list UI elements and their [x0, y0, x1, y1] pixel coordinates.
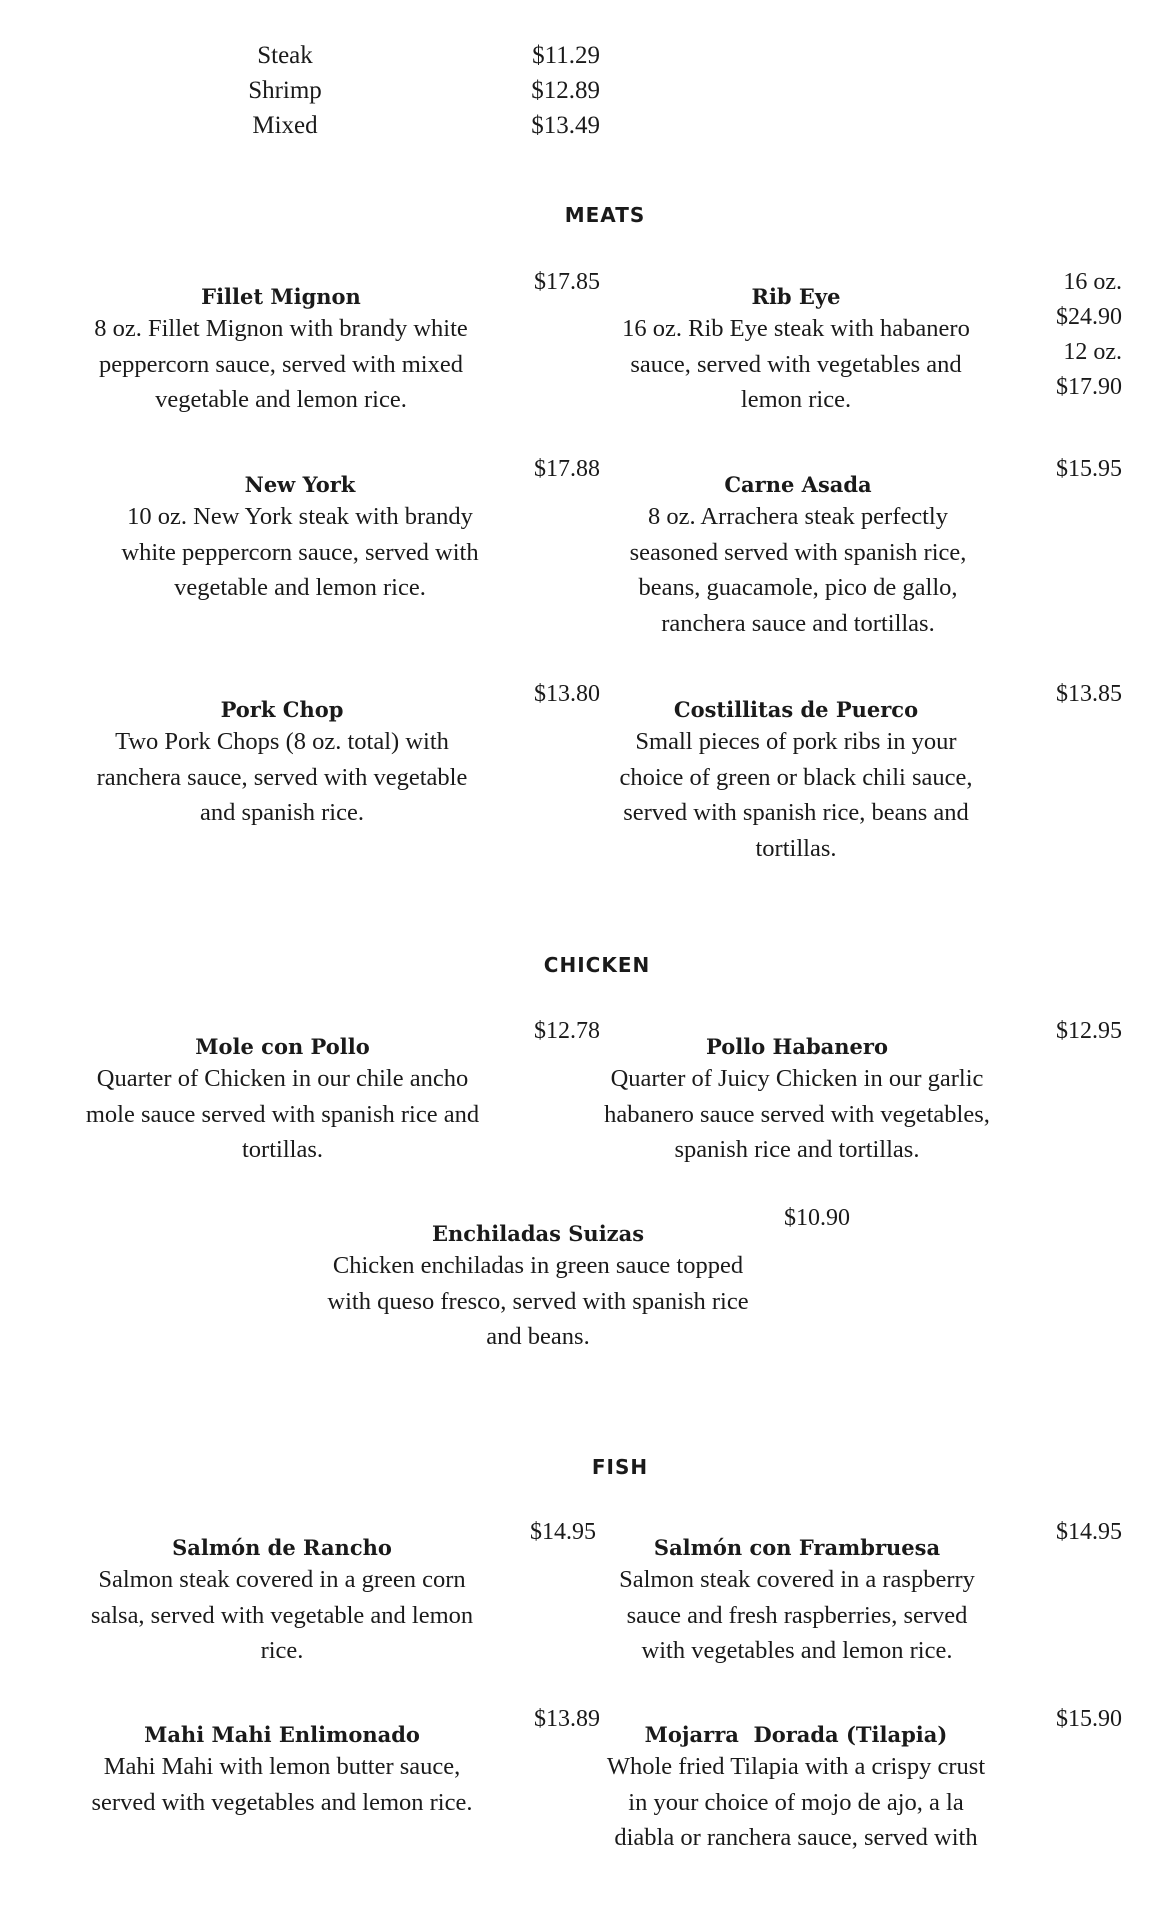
menu-item-enchiladas-suizas: [318, 1219, 758, 1355]
item-description: Two Pork Chops (8 oz. total) with ranchera sauce, served with vegetable and spanish rice.: [96, 728, 468, 826]
top-item-mixed-name: Mixed: [252, 112, 318, 139]
item-price: $13.80: [534, 681, 600, 707]
top-item-shrimp-name: Shrimp: [248, 77, 322, 104]
menu-item-pork-chop: [82, 695, 482, 831]
menu-item-mole-con-pollo: [80, 1032, 485, 1168]
item-description: 10 oz. New York steak with brandy white peppercorn sauce, served with vegetable and lemon rice.: [121, 503, 479, 601]
item-name: Pollo Habanero: [706, 1034, 888, 1059]
item-price: $17.85: [534, 269, 600, 295]
item-name: Enchiladas Suizas: [431, 1221, 645, 1246]
top-item-steak-name: Steak: [257, 42, 313, 69]
menu-item-rib-eye: [606, 282, 986, 418]
menu-item-mojarra-dorada: [600, 1720, 992, 1856]
menu-item-pollo-habanero: [602, 1032, 992, 1168]
rib-eye-price-16: $24.90: [1056, 304, 1122, 330]
item-price: $15.95: [1056, 456, 1122, 482]
item-description: Salmon steak covered in a raspberry sauce and fresh raspberries, served with vegetables and lemon rice.: [619, 1566, 975, 1664]
item-name: Fillet Mignon: [201, 284, 361, 309]
item-description: 8 oz. Fillet Mignon with brandy white peppercorn sauce, served with mixed vegetable and lemon rice.: [94, 315, 468, 413]
menu-item-new-york: [100, 470, 500, 606]
item-description: 8 oz. Arrachera steak perfectly seasoned served with spanish rice, beans, guacamole, pico de gallo, ranchera sauce and tortillas.: [629, 503, 967, 637]
top-item-shrimp-price: $12.89: [531, 77, 600, 104]
top-item-mixed-price: $13.49: [531, 112, 600, 139]
item-description: Salmon steak covered in a green corn salsa, served with vegetable and lemon rice.: [90, 1566, 474, 1664]
rib-eye-price-size-16: 16 oz.: [1063, 269, 1122, 295]
item-price: $14.95: [530, 1519, 596, 1545]
item-description: Whole fried Tilapia with a crispy crust in your choice of mojo de ajo, a la diabla or ranchera sauce, served with: [606, 1753, 986, 1851]
section-title-meats: MEATS: [564, 203, 646, 227]
top-item-steak-price: $11.29: [532, 42, 600, 69]
menu-item-costillitas-de-puerco: [606, 695, 986, 866]
rib-eye-price-12: $17.90: [1056, 374, 1122, 400]
menu-item-carne-asada: [608, 470, 988, 641]
item-name: Carne Asada: [724, 472, 872, 497]
menu-item-fillet-mignon: [82, 282, 480, 418]
item-name: Salmón de Rancho: [172, 1535, 392, 1560]
item-name: Salmón con Frambruesa: [653, 1535, 941, 1560]
item-description: 16 oz. Rib Eye steak with habanero sauce, served with vegetables and lemon rice.: [622, 315, 970, 413]
item-description: Quarter of Chicken in our chile ancho mole sauce served with spanish rice and tortillas.: [85, 1065, 480, 1163]
item-description: Mahi Mahi with lemon butter sauce, served with vegetables and lemon rice.: [91, 1753, 473, 1816]
section-title-fish: FISH: [591, 1455, 649, 1479]
item-price: $12.78: [534, 1018, 600, 1044]
item-price: $14.95: [1056, 1519, 1122, 1545]
menu-item-salmon-de-rancho: [82, 1533, 482, 1669]
item-price: $15.90: [1056, 1706, 1122, 1732]
item-description: Small pieces of pork ribs in your choice of green or black chili sauce, served with spanish rice, beans and tortillas.: [619, 728, 973, 862]
item-price: $13.89: [534, 1706, 600, 1732]
item-name: Mojarra Dorada (Tilapia): [644, 1722, 948, 1747]
item-name: New York: [244, 472, 356, 497]
item-name: Costillitas de Puerco: [673, 697, 919, 722]
item-name: Rib Eye: [751, 284, 841, 309]
item-description: Chicken enchiladas in green sauce topped with queso fresco, served with spanish rice and beans.: [327, 1252, 749, 1350]
section-title-chicken: CHICKEN: [543, 953, 651, 977]
item-price: $13.85: [1056, 681, 1122, 707]
item-name: Pork Chop: [220, 697, 344, 722]
menu-item-salmon-con-frambruesa: [602, 1533, 992, 1669]
rib-eye-price-size-12: 12 oz.: [1063, 339, 1122, 365]
item-price: $17.88: [534, 456, 600, 482]
item-name: Mole con Pollo: [195, 1034, 370, 1059]
item-name: Mahi Mahi Enlimonado: [144, 1722, 420, 1747]
menu-item-mahi-mahi-enlimonado: [82, 1720, 482, 1820]
item-description: Quarter of Juicy Chicken in our garlic habanero sauce served with vegetables, spanish rice and tortillas.: [604, 1065, 990, 1163]
item-price: $10.90: [784, 1205, 850, 1231]
item-price: $12.95: [1056, 1018, 1122, 1044]
